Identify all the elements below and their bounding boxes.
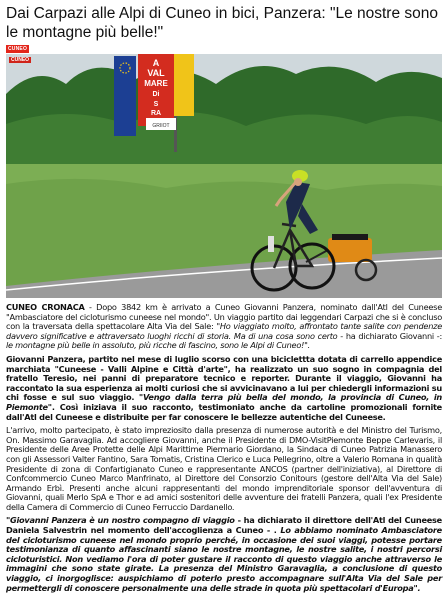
article-headline: Dai Carpazi alle Alpi di Cuneo in bici, Panzera: "Le nostre sono le montagne più belle!" xyxy=(6,5,438,41)
section-tag[interactable]: CUNEO xyxy=(8,46,28,52)
paragraph-3 xyxy=(6,426,442,512)
paragraph-text: - ha dichiarato il direttore dell'Atl del Cuneese Daniela Salvestrin nel momento dell'accoglienza a Cuneo - . xyxy=(6,515,442,536)
paragraph-text: . Così iniziava il suo racconto, testimoniato anche da cartoline promozionali fornite dall'Atl del Cuneese e distribuite per far conoscere le bellezze autentiche del Cuneese. xyxy=(6,401,442,422)
cyclist-illustration xyxy=(6,54,442,298)
lead-label: CUNEO CRONACA xyxy=(6,302,85,312)
sign-line: GRIIOT xyxy=(152,123,170,129)
quote-text: "Giovanni Panzera è un nostro compagno di viaggio xyxy=(6,515,235,526)
sign-line: Di xyxy=(152,91,160,98)
eu-flag xyxy=(114,56,136,136)
article-body xyxy=(6,303,442,597)
paragraph-text: Giovanni Panzera, partito nel mese di luglio scorso con una biciclettta dotata di carrello appendice marchiata "Cuneese - Valli Alpine e Città d'arte", ha realizzato un suo sogno in compagnia del fratello Teresio, nei panni di preparatore tecnico e reporter. Durante il viaggio, Giovanni ha raccontato la sua esperienza ai molti curiosi che si avvicinavano a lui per chiedergli informazioni su chi fosse e sul suo viaggio. xyxy=(6,353,442,403)
quote-text: "Vengo dalla terra più bella del mondo, la provincia di Cuneo, in Piemonte" xyxy=(6,392,443,412)
quote-text: "Ho viaggiato molto, affrontato tante salite con pendenze davvero significative e attraversato luoghi ricchi di storia. Ma di una cosa sono certo xyxy=(6,321,442,341)
sign-line: MARE xyxy=(144,79,168,88)
photo-tag: CUNEO xyxy=(11,57,30,63)
bike-trailer xyxy=(328,238,372,262)
article-photo xyxy=(6,54,442,298)
paragraph-1 xyxy=(6,303,442,351)
yellow-banner xyxy=(174,54,194,116)
paragraph-text: - Dopo 3842 km è arrivato a Cuneo Giovanni Panzera, nominato dall'Atl del Cuneese "Ambasciatore del cicloturismo cuneese nel mondo". Un viaggio partito dai leggendari Carpazi che si è concluso con la traversata della spettacolare Alta Via del Sale: xyxy=(6,302,442,332)
paragraph-4 xyxy=(6,516,442,593)
paragraph-text: - ha dichiarato Giovanni -: xyxy=(337,330,442,341)
sign-line: VAL xyxy=(147,68,165,78)
sign-line: RA xyxy=(150,110,162,117)
sign-line: S xyxy=(153,101,159,108)
sign-line: A xyxy=(152,58,160,68)
paragraph-text: L'arrivo, molto partecipato, è stato impreziosito dalla presenza di numerose autorità e del Ministro del Turismo, On. Massimo Garavaglia. Ad accogliere Giovanni, anche il Presidente di DMO-VisitPiemonte Beppe Carlevaris, il Presidente delle Aree Protette delle Alpi Marittime Piermario Giordano, la Sindaca di Cuneo Patrizia Manassero con gli Assessori Valter Fantino, Sara Tomatis, Cristina Clerico e Luca Pellegrino, oltre a Valerio Romana in qualità Presidente di zona di Confartigianato Cuneo e rappresentante ANCOS (partner dell'iniziativa), al Direttore di Confcommercio Cuneo Marco Manfrinato, al Direttore del Consorzio Conitours (gestore dell'Alta Via del Sale) Armando Erbì. Presenti anche alcuni rappresentanti del mondo imprenditoriale sponsor dell'avventura di Giovanni, quali Merlo SpA e Thor e ad amici sostenitori delle avventure dei fratelli Panzera, quali l'ex Presidente della Camera di Commercio di Cuneo Ferruccio Dardanello. xyxy=(6,425,442,512)
paragraph-2 xyxy=(6,355,442,422)
quote-text: Lo abbiamo nominato Ambasciatore del cicloturismo cuneese nel mondo proprio perché, in occasione dei suoi viaggi, potesse portare testimonianza di quanto affascinanti siano le nostre montagne, le nostre salite, i nostri percorsi cicloturistici. Non vediamo l'ora di poter gustare il racconto di questo viaggio anche attraverso le immagini che sono state girate. La presenza del Ministro Garavaglia, a conclusione di questo viaggio, ci inorgoglisce: auspichiamo di poterlo presto accompagnare sull'Alta Via del Sale per permettergli di conoscere personalmente una delle strade in quota più spettacolari d'Europa". xyxy=(6,525,442,593)
quote-text: le montagne più belle in assoluto, più ricche di fascino, sono le Alpi di Cuneo!". xyxy=(6,340,311,351)
